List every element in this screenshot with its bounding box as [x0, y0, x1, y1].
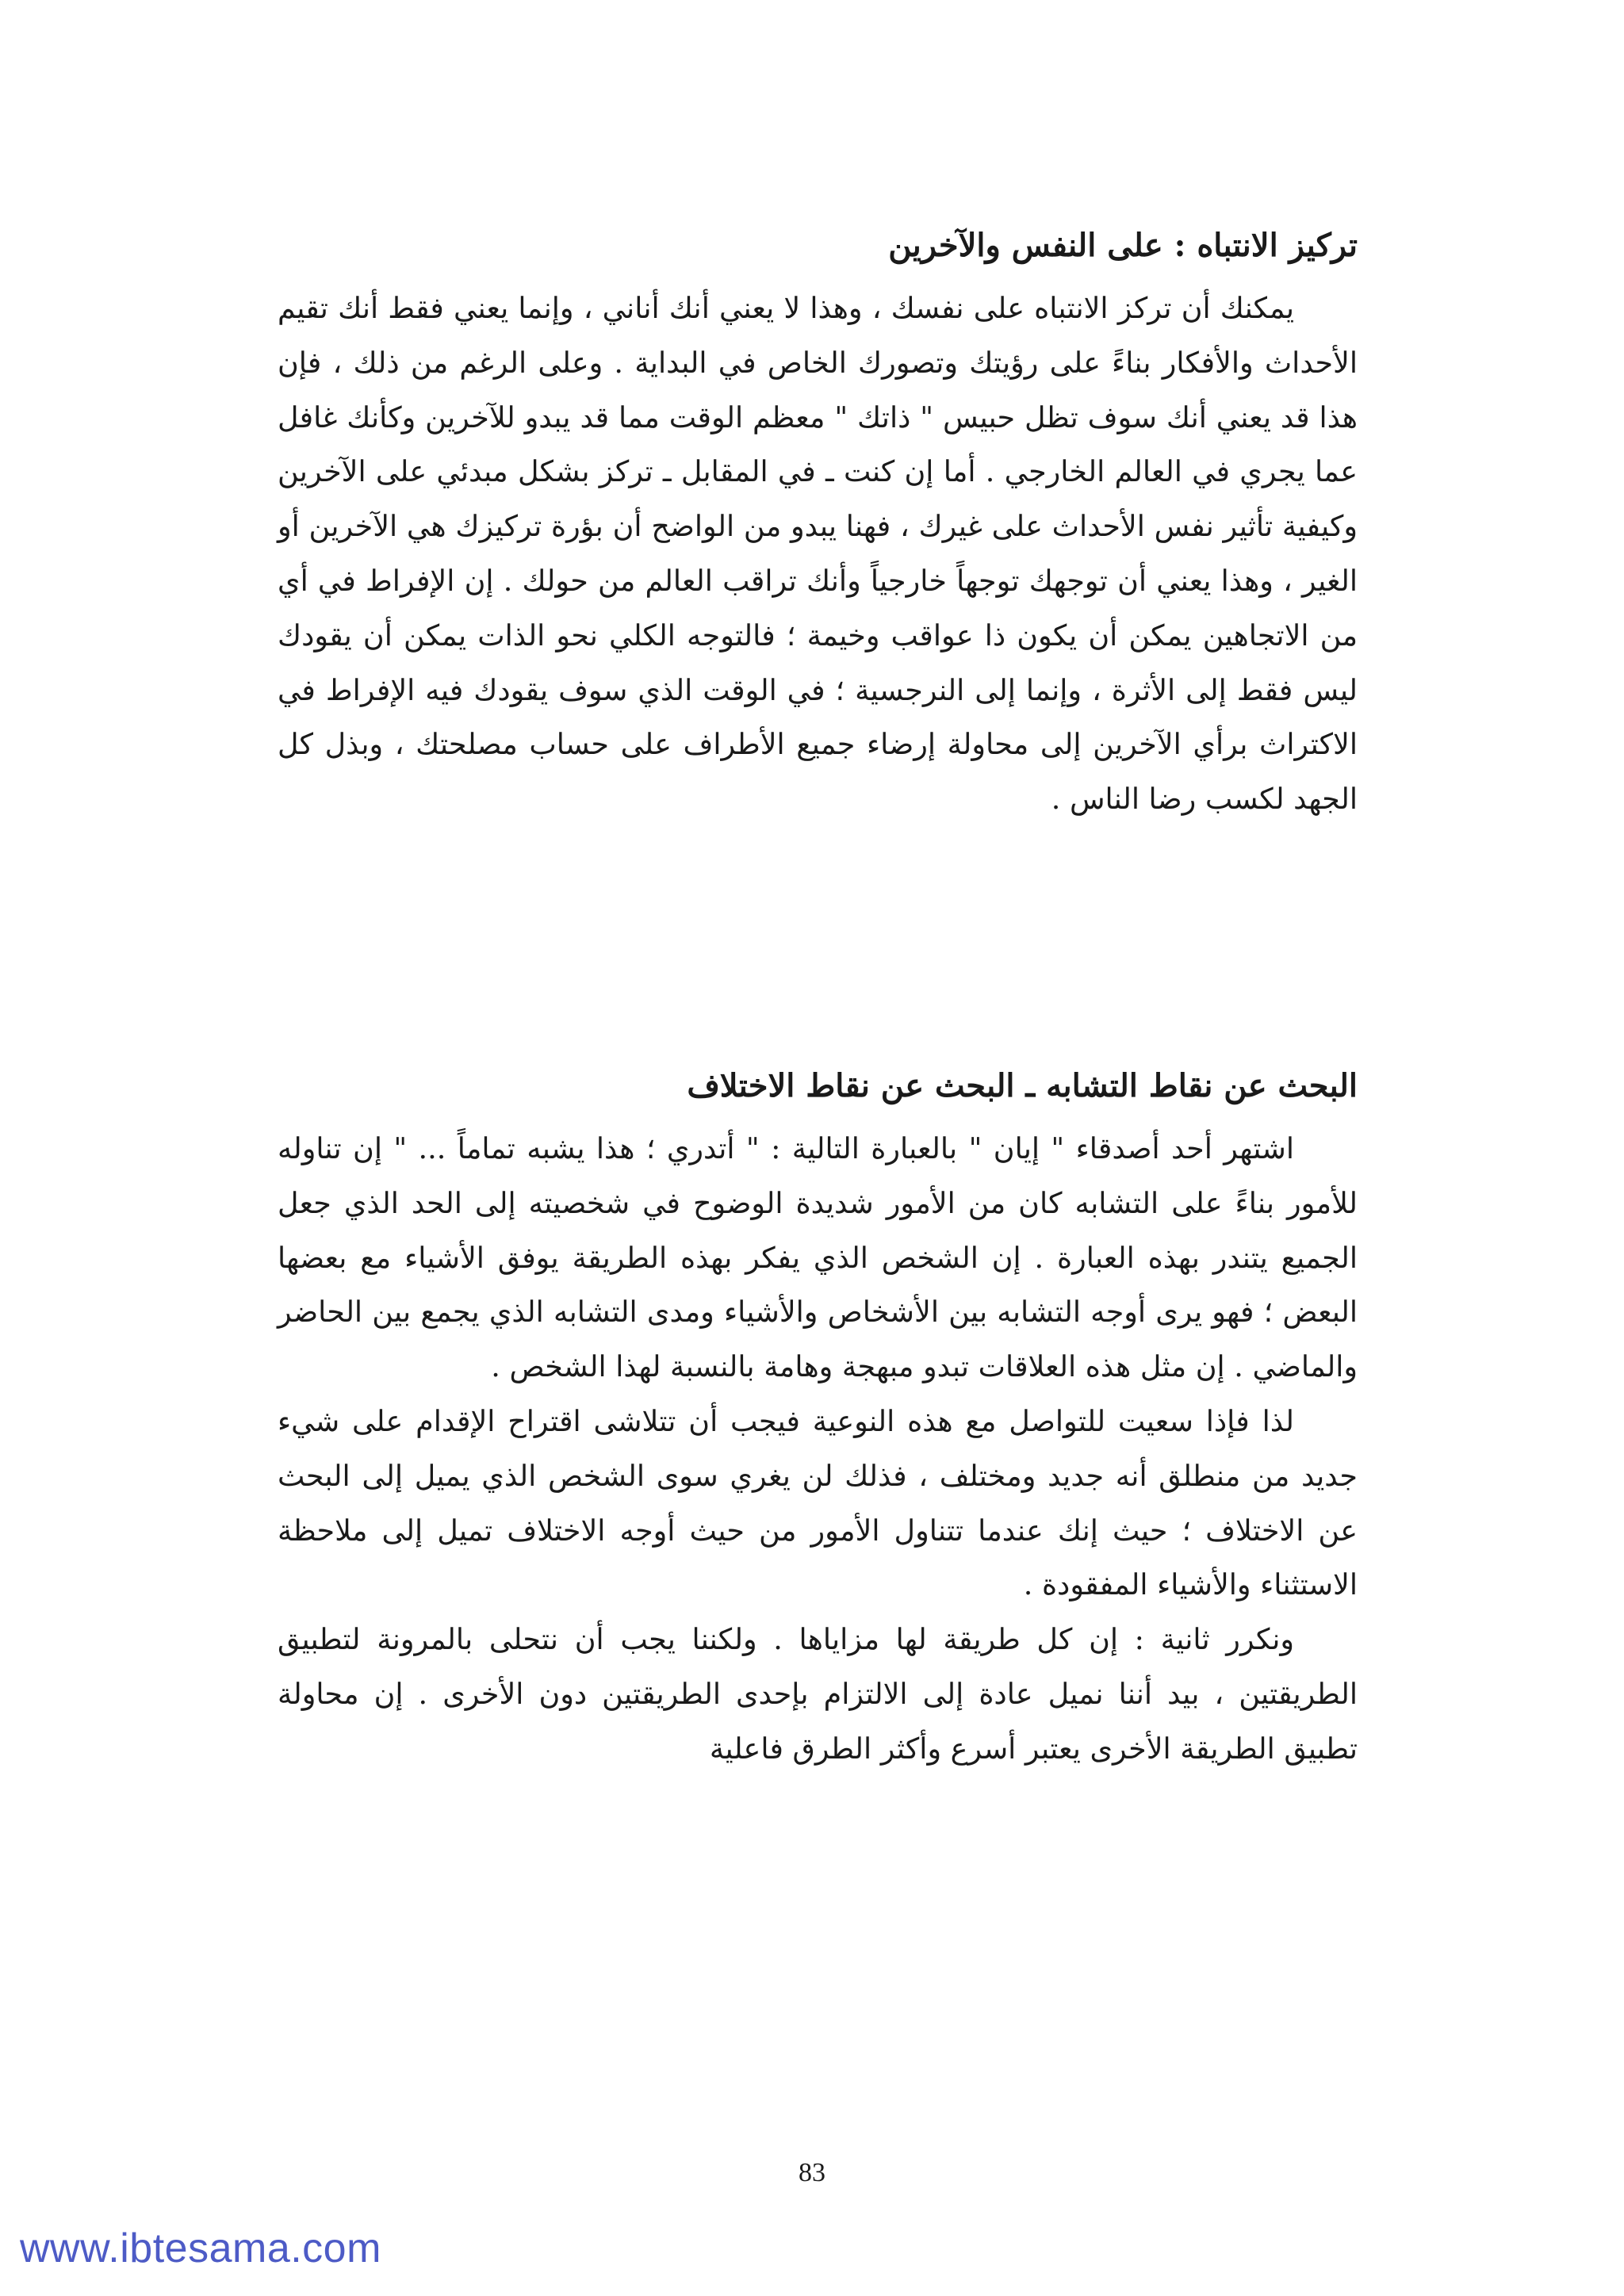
section-attention-focus: [278, 210, 1358, 827]
paragraph: لذا فإذا سعيت للتواصل مع هذه النوعية فيجب أن تتلاشى اقتراح الإقدام على شيء جديد من منطلق أنه جديد ومختلف ، فذلك لن يغري سوى الشخص الذي يميل إلى البحث عن الاختلاف ؛ حيث إنك عندما تتناول الأمور من حيث أوجه الاختلاف تميل إلى ملاحظة الاستثناء والأشياء المفقودة .: [278, 1403, 1358, 1602]
section-heading: البحث عن نقاط التشابه ـ البحث عن نقاط الاختلاف: [687, 1067, 1358, 1104]
paragraph: اشتهر أحد أصدقاء " إيان " بالعبارة التالية : " أتدري ؛ هذا يشبه تماماً ... " إن تناوله للأمور بناءً على التشابه كان من الأمور شديدة الوضوح في شخصيته إلى الحد الذي جعل الجميع يتندر بهذه العبارة . إن الشخص الذي يفكر بهذه الطريقة يوفق الأشياء مع بعضها البعض ؛ فهو يرى أوجه التشابه بين الأشخاص والأشياء ومدى التشابه الذي يجمع بين الحاضر والماضي . إن مثل هذه العلاقات تبدو مبهجة وهامة بالنسبة لهذا الشخص .: [278, 1131, 1358, 1384]
paragraph: ونكرر ثانية : إن كل طريقة لها مزاياها . ولكننا يجب أن نتحلى بالمرونة لتطبيق الطريقتين ، بيد أننا نميل عادة إلى الالتزام بإحدى الطريقتين دون الأخرى . إن محاولة تطبيق الطريقة الأخرى يعتبر أسرع وأكثر الطرق فاعلية: [278, 1622, 1358, 1766]
section-similarity-difference: [278, 1050, 1358, 1777]
page-number: 83: [799, 2158, 825, 2187]
watermark-link: www.ibtesama.com: [20, 2225, 381, 2271]
paragraph: يمكنك أن تركز الانتباه على نفسك ، وهذا لا يعني أنك أناني ، وإنما يعني فقط أنك تقيم الأحداث والأفكار بناءً على رؤيتك وتصورك الخاص في البداية . وعلى الرغم من ذلك ، فإن هذا قد يعني أنك سوف تظل حبيس " ذاتك " معظم الوقت مما قد يبدو للآخرين وكأنك غافل عما يجري في العالم الخارجي . أما إن كنت ـ في المقابل ـ تركز بشكل مبدئي على الآخرين وكيفية تأثير نفس الأحداث على غيرك ، فهنا يبدو من الواضح أن بؤرة تركيزك هي الآخرين أو الغير ، وهذا يعني أن توجهك توجهاً خارجياً وأنك تراقب العالم من حولك . إن الإفراط في أي من الاتجاهين يمكن أن يكون ذا عواقب وخيمة ؛ فالتوجه الكلي نحو الذات يمكن أن يقودك ليس فقط إلى الأثرة ، وإنما إلى النرجسية ؛ في الوقت الذي سوف يقودك فيه الإفراط في الاكتراث برأي الآخرين إلى محاولة إرضاء جميع الأطراف على حساب مصلحتك ، وبذل كل الجهد لكسب رضا الناس .: [278, 291, 1358, 817]
section-heading: تركيز الانتباه : على النفس والآخرين: [888, 227, 1358, 264]
